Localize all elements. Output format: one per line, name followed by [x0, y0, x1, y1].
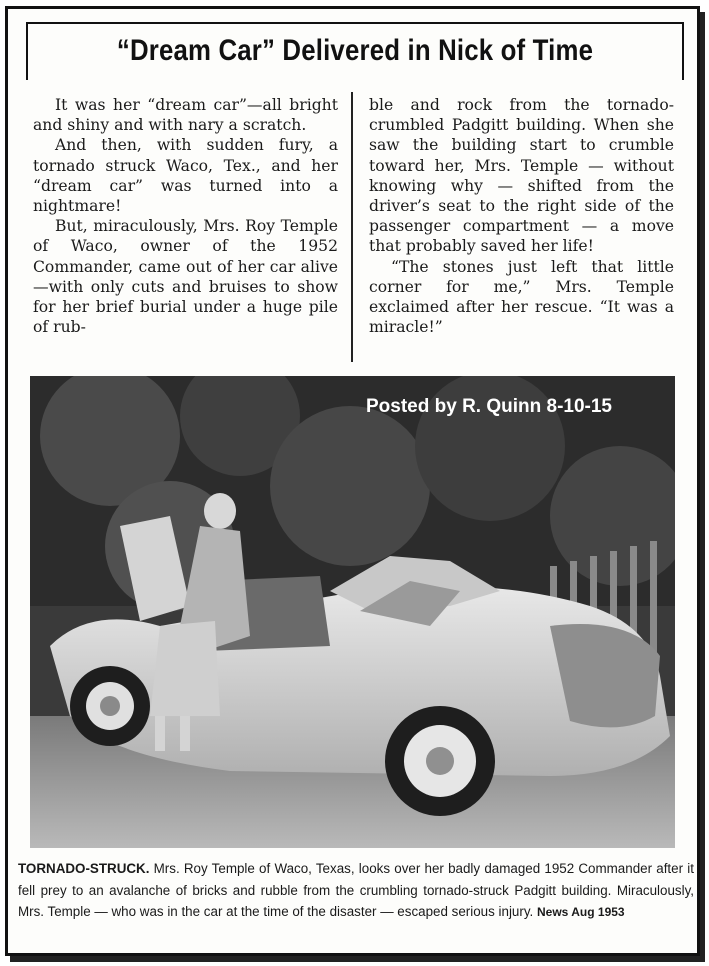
headline: “Dream Car” Delivered in Nick of Time: [116, 34, 594, 67]
article-left-column: [33, 95, 338, 337]
paragraph: “The stones just left that little corner for me,” Mrs. Temple exclaimed after her rescue. “It was a miracle!”: [369, 257, 674, 337]
paragraph: It was her “dream car”—all bright and shiny and with nary a scratch.: [33, 96, 338, 135]
caption-credit: News Aug 1953: [537, 905, 625, 919]
paragraph: And then, with sudden fury, a tornado struck Waco, Tex., and her “dream car” was turned into a nightmare!: [33, 136, 338, 216]
photo-illustration: [30, 376, 675, 848]
caption-lead: TORNADO-STRUCK.: [18, 861, 150, 876]
wrecked-car-photo: [30, 376, 675, 848]
article-right-column: [369, 95, 674, 337]
column-divider: [351, 92, 353, 362]
watermark: Posted by R. Quinn 8-10-15: [366, 396, 612, 417]
caption-text: Mrs. Roy Temple of Waco, Texas, looks over her badly damaged 1952 Commander after it fell prey to an avalanche of bricks and rubble from the crumbling tornado-struck Padgitt building. Miraculously, Mrs. Temple — who was in the car at the time of the disaster — escaped serious injury.: [18, 861, 694, 919]
paragraph: But, miraculously, Mrs. Roy Temple of Waco, owner of the 1952 Commander, came out of her car alive—with only cuts and bruises to show for her brief burial under a huge pile of rub-: [33, 217, 338, 337]
paragraph: ble and rock from the tornado-crumbled Padgitt building. When she saw the building start to crumble toward her, Mrs. Temple — without knowing why — shifted from the driver’s seat to the right side of the passenger compartment — a move that probably saved her life!: [369, 96, 674, 256]
photo-caption: [18, 858, 694, 924]
